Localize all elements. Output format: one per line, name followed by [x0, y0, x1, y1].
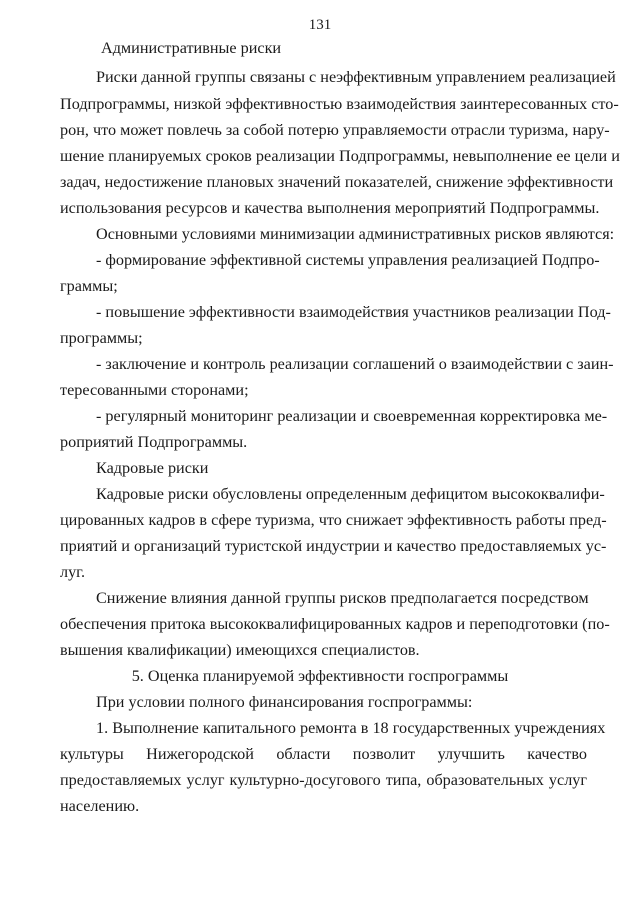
paragraph-line: задач, недостижение плановых значений показателей, снижение эффективности	[60, 173, 614, 191]
paragraph-line: рон, что может повлечь за собой потерю управляемости отрасли туризма, нару-	[60, 121, 610, 139]
paragraph-line: обеспечения притока высококвалифицированных кадров и переподготовки (по-	[60, 615, 610, 633]
paragraph-line: населению.	[60, 797, 140, 815]
paragraph-line: Снижение влияния данной группы рисков предполагается посредством	[96, 589, 589, 607]
paragraph-line: предоставляемых услуг культурно-досугового типа, образовательных услуг	[60, 771, 587, 789]
paragraph-line: цированных кадров в сфере туризма, что снижает эффективность работы пред-	[60, 511, 607, 529]
paragraph-line: культуры Нижегородской области позволит улучшить качество	[60, 745, 587, 763]
paragraph-line: Кадровые риски обусловлены определенным дефицитом высококвалифи-	[96, 485, 605, 503]
list-item-line: граммы;	[60, 277, 118, 295]
paragraph-line: Основными условиями минимизации административных рисков являются:	[96, 225, 615, 243]
paragraph-line: вышения квалификации) имеющихся специалистов.	[60, 641, 420, 659]
list-item-line: - заключение и контроль реализации соглашений о взаимодействии с заин-	[96, 355, 614, 373]
paragraph-line: Подпрограммы, низкой эффективностью взаимодействия заинтересованных сто-	[60, 95, 619, 113]
list-item-line: тересованными сторонами;	[60, 381, 249, 399]
section-heading-efficiency: 5. Оценка планируемой эффективности госпрограммы	[131, 667, 509, 685]
paragraph-line: луг.	[60, 563, 86, 581]
paragraph-line: Риски данной группы связаны с неэффективным управлением реализацией	[96, 68, 616, 86]
page-number: 131	[308, 17, 332, 33]
section-heading-admin-risks: Административные риски	[101, 39, 282, 57]
paragraph-line: использования ресурсов и качества выполнения мероприятий Подпрограммы.	[60, 199, 600, 217]
paragraph-line: 1. Выполнение капитального ремонта в 18 государственных учреждениях	[96, 719, 606, 737]
list-item-line: - формирование эффективной системы управления реализацией Подпро-	[96, 251, 600, 269]
section-heading-hr-risks: Кадровые риски	[96, 459, 209, 477]
paragraph-line: приятий и организаций туристской индустрии и качество предоставляемых ус-	[60, 537, 607, 555]
list-item-line: - регулярный мониторинг реализации и своевременная корректировка ме-	[96, 407, 608, 425]
list-item-line: программы;	[60, 329, 143, 347]
paragraph-line: шение планируемых сроков реализации Подпрограммы, невыполнение ее цели и	[60, 147, 620, 165]
paragraph-line: При условии полного финансирования госпрограммы:	[96, 693, 473, 711]
list-item-line: - повышение эффективности взаимодействия участников реализации Под-	[96, 303, 611, 321]
list-item-line: роприятий Подпрограммы.	[60, 433, 248, 451]
